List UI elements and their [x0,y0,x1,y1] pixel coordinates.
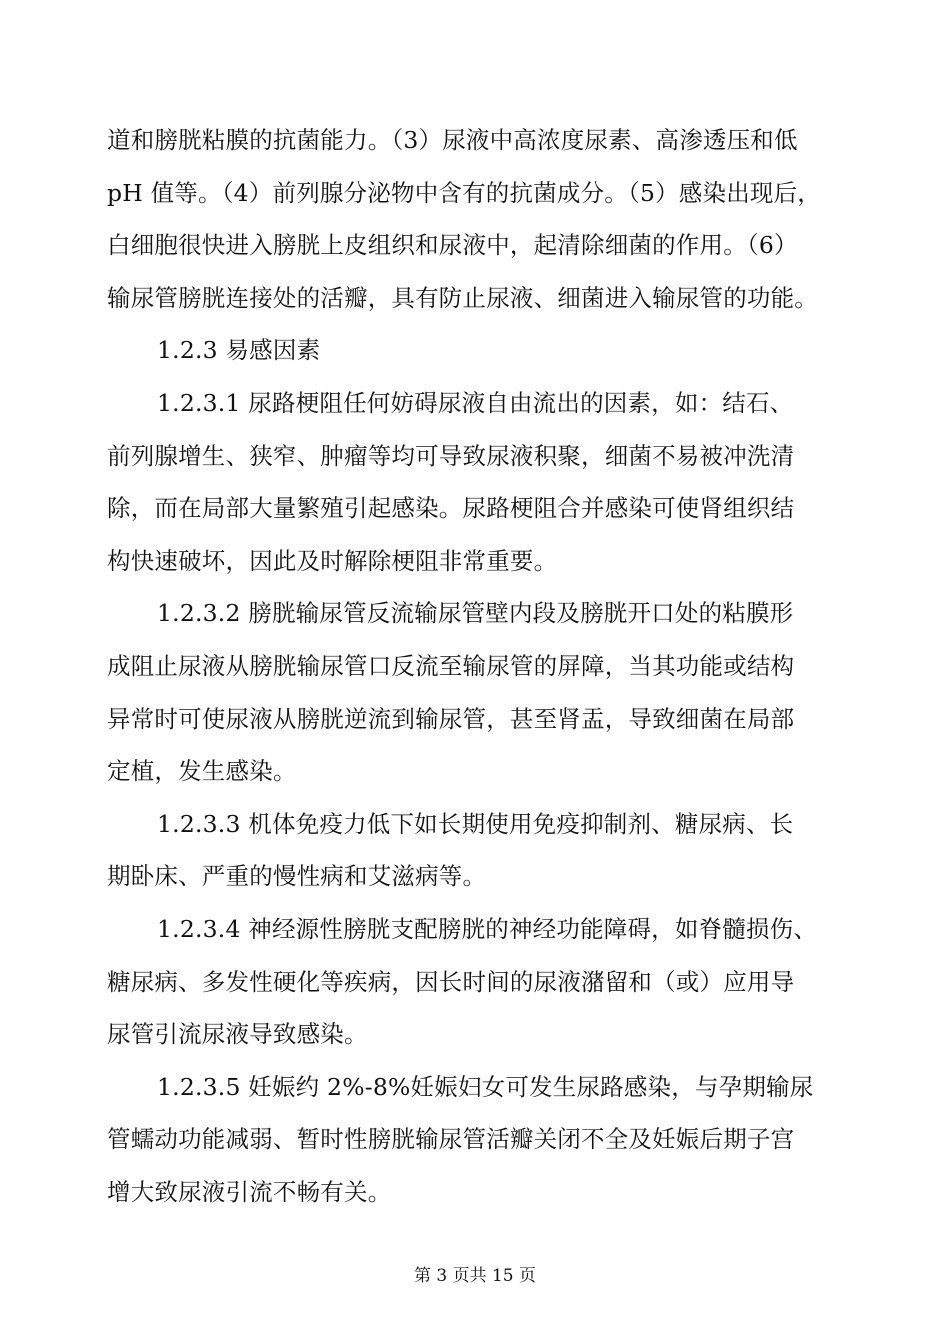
text-line: 期卧床、严重的慢性病和艾滋病等。 [107,862,487,891]
text-line: 尿管引流尿液导致感染。 [107,1020,368,1049]
text-line: pH 值等。（4）前列腺分泌物中含有的抗菌成分。（5）感染出现后， [107,178,822,207]
text-line: 1.2.3.4 神经源性膀胱支配膀胱的神经功能障碍，如脊髓损伤、 [157,914,818,943]
paragraph-1-2-3-2 [107,587,847,797]
paragraph-defense-factors [107,114,847,324]
paragraph-1-2-3-1 [107,377,847,587]
text-line: 构快速破坏，因此及时解除梗阻非常重要。 [107,546,558,575]
section-heading-susceptibility [107,324,847,377]
text-line: 道和膀胱粘膜的抗菌能力。（3）尿液中高浓度尿素、高渗透压和低 [107,126,798,154]
text-line: 1.2.3 易感因素 [157,336,321,365]
text-line: 1.2.3.2 膀胱输尿管反流输尿管壁内段及膀胱开口处的粘膜形 [157,599,794,628]
text-line: 管蠕动功能减弱、暂时性膀胱输尿管活瓣关闭不全及妊娠后期子宫 [107,1125,795,1154]
text-line: 1.2.3.1 尿路梗阻任何妨碍尿液自由流出的因素，如：结石、 [157,388,794,417]
paragraph-1-2-3-3 [107,798,847,903]
paragraph-1-2-3-4 [107,903,847,1061]
text-line: 1.2.3.5 妊娠约 2%-8%妊娠妇女可发生尿路感染，与孕期输尿 [157,1072,814,1101]
text-line: 定植，发生感染。 [107,757,297,786]
document-body [107,114,847,1218]
text-line: 前列腺增生、狭窄、肿瘤等均可导致尿液积聚，细菌不易被冲洗清 [107,441,795,470]
text-line: 成阻止尿液从膀胱输尿管口反流至输尿管的屏障，当其功能或结构 [107,651,795,680]
page-footer [0,1264,950,1288]
paragraph-1-2-3-5 [107,1061,847,1219]
text-line: 除，而在局部大量繁殖引起感染。尿路梗阻合并感染可使肾组织结 [107,494,795,523]
text-line: 糖尿病、多发性硬化等疾病，因长时间的尿液潴留和（或）应用导 [107,967,795,996]
text-line: 1.2.3.3 机体免疫力低下如长期使用免疫抑制剂、糖尿病、长 [157,809,794,838]
text-line: 异常时可使尿液从膀胱逆流到输尿管，甚至肾盂，导致细菌在局部 [107,704,795,733]
text-line: 输尿管膀胱连接处的活瓣，具有防止尿液、细菌进入输尿管的功能。 [107,283,818,312]
page-number-label: 第 3 页共 15 页 [413,1266,537,1286]
text-line: 白细胞很快进入膀胱上皮组织和尿液中，起清除细菌的作用。（6） [107,231,798,260]
text-line: 增大致尿液引流不畅有关。 [107,1177,392,1206]
